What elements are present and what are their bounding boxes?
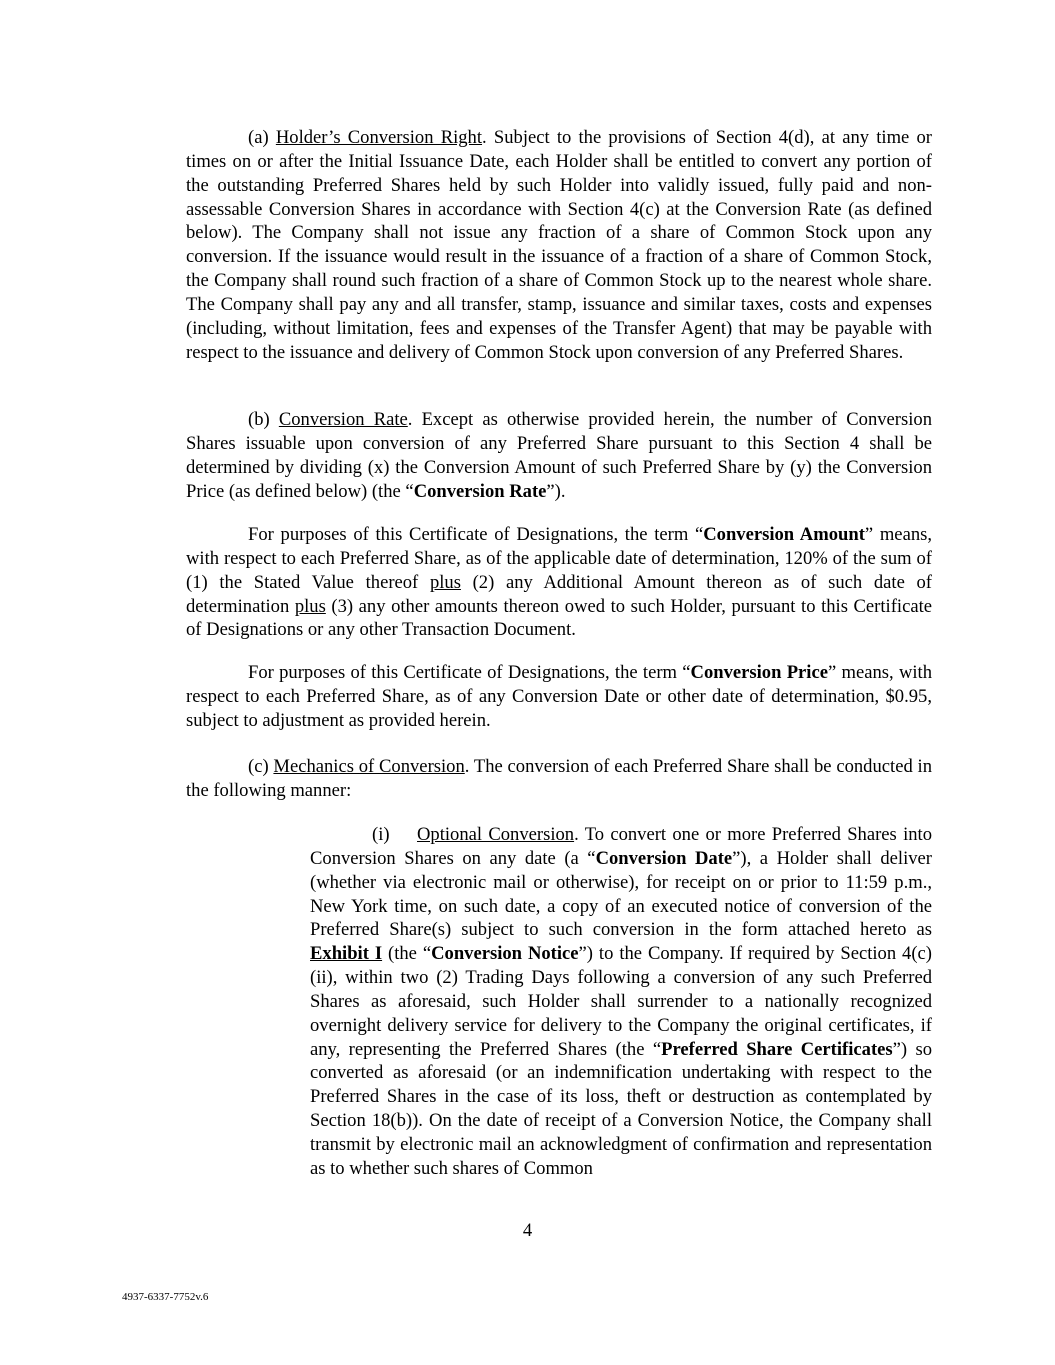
text: (the “ <box>382 943 432 965</box>
plus-word: plus <box>294 595 326 617</box>
section-label: (a) <box>248 127 276 148</box>
defined-term: Conversion Amount <box>703 524 865 545</box>
section-heading: Holder’s Conversion Right <box>275 127 483 148</box>
page-number: 4 <box>522 1220 533 1241</box>
text: ” means, with respect to each Preferred Share, as of the applicable date of determination, 120% of the sum of (1) the Stated Value thereof <box>186 524 932 593</box>
subsection-label: (i) <box>372 824 390 845</box>
defined-term: Conversion Date <box>595 847 733 869</box>
paragraph-optional-conversion <box>310 823 932 1181</box>
defined-term: Conversion Rate <box>413 480 547 502</box>
defined-term: Conversion Notice <box>431 943 579 965</box>
plus-word: plus <box>429 571 461 593</box>
paragraph-conversion-price <box>186 661 932 733</box>
text: (2) any Additional Amount thereon as of such date of determination <box>186 571 932 617</box>
paragraph-conversion-rate <box>186 408 932 503</box>
text: (3) any other amounts thereon owed to such Holder, pursuant to this Certificate of Designations or any other Transaction Document. <box>186 595 932 641</box>
section-label: (b) <box>248 409 279 430</box>
section-text: . Except as otherwise provided herein, the number of Conversion Shares issuable upon conversion of any Preferred Share pursuant to this Section 4 shall be determined by dividing (x) the Conversion Amount of such Preferred Share by (y) the Conversion Price (as defined below) (the “ <box>186 409 932 502</box>
exhibit-reference: Exhibit I <box>310 943 383 965</box>
text: For purposes of this Certificate of Designations, the term “ <box>248 524 704 545</box>
text: ”), a Holder shall deliver (whether via electronic mail or otherwise), for receipt on or prior to 11:59 p.m., New York time, on such date, a copy of an executed notice of conversion of the Preferred Share(s) subject to such conversion in the form attached hereto as <box>310 847 932 941</box>
section-label: (c) <box>248 756 274 777</box>
text: For purposes of this Certificate of Designations, the term “ <box>248 662 691 683</box>
paragraph-holders-conversion-right <box>186 126 932 364</box>
section-heading: Mechanics of Conversion <box>273 756 465 777</box>
paragraph-mechanics-of-conversion <box>186 755 932 803</box>
text: . To convert one or more Preferred Shares into Conversion Shares on any date (a “ <box>310 824 933 869</box>
section-text-end: ”). <box>546 480 566 502</box>
text: ”) to the Company. If required by Section 4(c)(ii), within two (2) Trading Days following a conversion of any such Preferred Shares as aforesaid, such Holder shall surrender to a nationally recognized overnight delivery service for delivery to the Company the original certificates, if any, representing the Preferred Shares (the “ <box>310 943 932 1060</box>
text: ”) so converted as aforesaid (or an indemnification undertaking with respect to the Preferred Shares in the case of its loss, theft or destruction as contemplated by Section 18(b)). On the date of receipt of a Conversion Notice, the Company shall transmit by electronic mail an acknowledgment of confirmation and representation as to whether such shares of Common <box>310 1038 932 1179</box>
text: ” means, with respect to each Preferred Share, as of any Conversion Date or other date of determination, $0.95, subject to adjustment as provided herein. <box>186 662 932 731</box>
document-id: 4937-6337-7752v.6 <box>122 1291 209 1303</box>
defined-term: Preferred Share Certificates <box>661 1038 893 1060</box>
section-text: . The conversion of each Preferred Share shall be conducted in the following manner: <box>186 756 932 801</box>
defined-term: Conversion Price <box>690 662 828 683</box>
section-heading: Conversion Rate <box>278 409 408 430</box>
paragraph-conversion-amount <box>186 523 932 642</box>
subsection-heading: Optional Conversion <box>417 824 575 845</box>
section-text: . Subject to the provisions of Section 4(d), at any time or times on or after the Initial Issuance Date, each Holder shall be entitled to convert any portion of the outstanding Preferred Shares held by such Holder into validly issued, fully paid and non-assessable Conversion Shares in accordance with Section 4(c) at the Conversion Rate (as defined below). The Company shall not issue any fraction of a share of Common Stock upon any conversion. If the issuance would result in the issuance of a fraction of a share of Common Stock, the Company shall round such fraction of a share of Common Stock up to the nearest whole share. The Company shall pay any and all transfer, stamp, issuance and similar taxes, costs and expenses (including, without limitation, fees and expenses of the Transfer Agent) that may be payable with respect to the issuance and delivery of Common Stock upon conversion of any Preferred Shares. <box>186 127 932 363</box>
